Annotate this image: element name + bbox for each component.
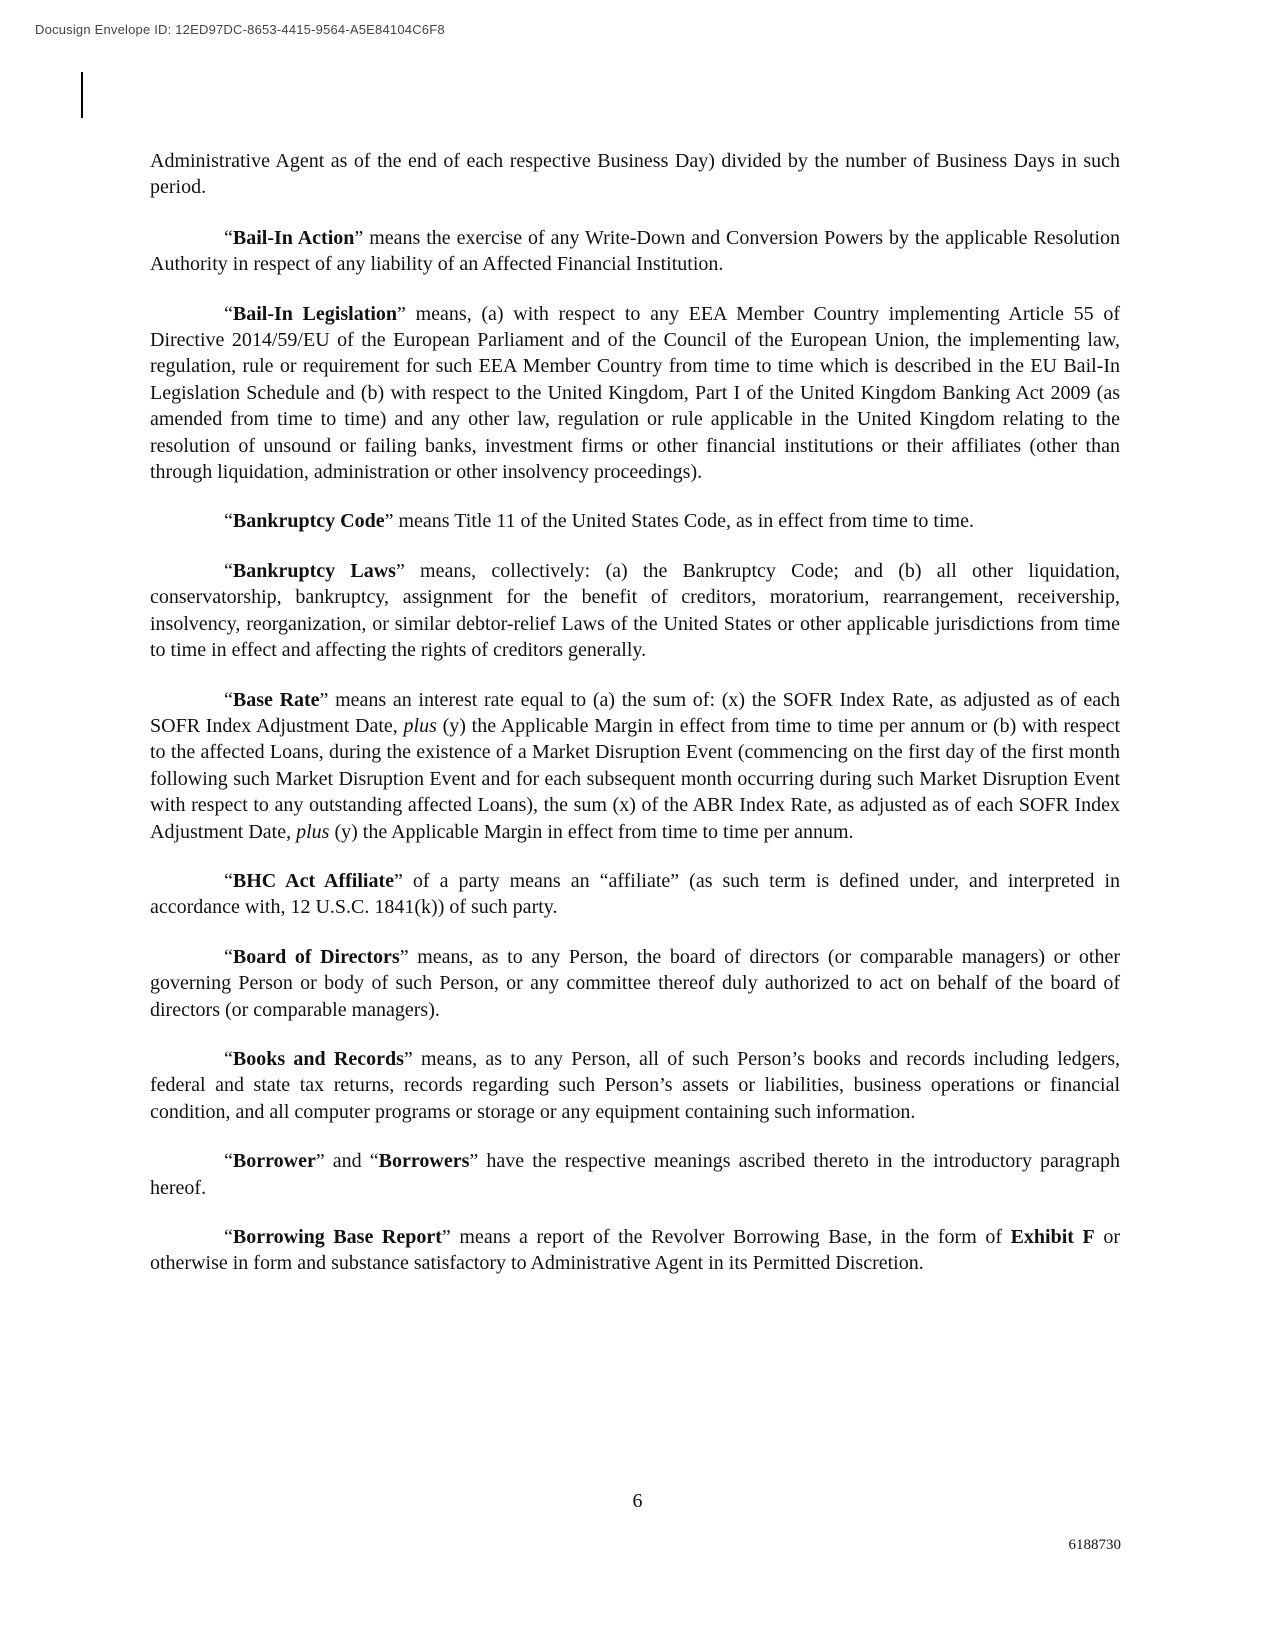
docusign-envelope-id: Docusign Envelope ID: 12ED97DC-8653-4415-9564-A5E84104C6F8 xyxy=(35,22,445,37)
definition-text: means, as to any Person, all of such Person’s books and records including ledgers, federal and state tax returns, records regarding such Person’s assets or liabilities, business operations or financial condition, and all computer programs or storage or any equipment containing such information. xyxy=(150,1047,1120,1123)
definition-text: have the respective meanings ascribed thereto in the introductory paragraph hereof. xyxy=(150,1150,1120,1199)
revision-bar xyxy=(81,72,83,118)
definition-text: means the exercise of any Write-Down and Conversion Powers by the applicable Resolution Authority in respect of any liability of an Affected Financial Institution. xyxy=(150,226,1120,276)
definition-text: of a party means an “affiliate” (as such term is defined under, and interpreted in accordance with, 12 U.S.C. 1841(k)) of such party. xyxy=(150,869,1121,919)
definition-base-rate: “Base Rate” means an interest rate equal to (a) the sum of: (x) the SOFR Index Rate, as adjusted as of each SOFR Index Adjustment Date, plus (y) the Applicable Margin in effect from time to time per annum or (b) with respect to the affected Loans, during the existence of a Market Disruption Event (commencing on the first day of the first month following such Market Disruption Event and for each subsequent month occurring during such Market Disruption Event with respect to any outstanding affected Loans), the sum (x) of the ABR Index Rate, as adjusted as of each SOFR Index Adjustment Date, plus (y) the Applicable Margin in effect from time to time per annum. xyxy=(150,688,1121,843)
italic-plus: plus xyxy=(403,714,437,737)
definition-text: means a report of the Revolver Borrowing Base, in the form of xyxy=(450,1226,1011,1248)
continuation-paragraph: Administrative Agent as of the end of each respective Business Day) divided by the number of Business Days in such period. xyxy=(150,150,1120,199)
definition-text: means, collectively: (a) the Bankruptcy Code; and (b) all other liquidation, conservatorship, bankruptcy, assignment for the benefit of creditors, moratorium, rearrangement, receivership, insolvency, reorganization, or similar debtor-relief Laws of the United States or other applicable jurisdictions from time to time in effect and affecting the rights of creditors generally. xyxy=(150,559,1120,662)
defined-term: Bail-In Action xyxy=(232,226,355,249)
defined-term: Borrowers xyxy=(378,1150,470,1173)
defined-term: Borrower xyxy=(232,1150,316,1173)
defined-term: Board of Directors xyxy=(232,945,400,968)
definition-books-and-records: “Books and Records” means, as to any Person, all of such Person’s books and records including ledgers, federal and state tax returns, records regarding such Person’s assets or liabilities, business operations or financial condition, and all computer programs or storage or any equipment containing such information. xyxy=(150,1047,1120,1123)
definition-text: (y) the Applicable Margin in effect from time to time per annum. xyxy=(329,820,854,843)
document-number: 6188730 xyxy=(1068,1537,1121,1553)
defined-term: Bail-In Legislation xyxy=(232,302,398,325)
definition-text: means, (a) with respect to any EEA Member Country implementing Article 55 of Directive 2014/59/EU of the European Parliament and of the Council of the European Union, the implementing law, regulation, rule or requirement for such EEA Member Country from time to time which is described in the EU Bail-In Legislation Schedule and (b) with respect to the United Kingdom, Part I of the United Kingdom Banking Act 2009 (as amended from time to time) and any other law, regulation or rule applicable in the United Kingdom relating to the resolution of unsound or failing banks, investment firms or other financial institutions or their affiliates (other than through liquidation, administration or other insolvency proceedings). xyxy=(150,302,1120,484)
definition-board-of-directors: “Board of Directors” means, as to any Person, the board of directors (or comparable managers) or other governing Person or body of such Person, or any committee thereof duly authorized to act on behalf of the board of directors (or comparable managers). xyxy=(150,945,1120,1021)
definition-text: means an interest rate equal to (a) the sum of: (x) the SOFR Index Rate, as adjusted as of each SOFR Index Adjustment Date, xyxy=(150,688,1120,737)
definition-borrower: “Borrower” and “Borrowers” have the respective meanings ascribed thereto in the introductory paragraph hereof. xyxy=(150,1150,1120,1199)
definition-text: or otherwise in form and substance satisfactory to Administrative Agent in its Permitted Discretion. xyxy=(150,1226,1120,1275)
definition-text: (y) the Applicable Margin in effect from time to time per annum or (b) with respect to the affected Loans, during the existence of a Market Disruption Event (commencing on the first day of the first month following such Market Disruption Event and for each subsequent month occurring during such Market Disruption Event with respect to any outstanding affected Loans), the sum (x) of the ABR Index Rate, as adjusted as of each SOFR Index Adjustment Date, xyxy=(150,714,1121,843)
definition-bankruptcy-laws: “Bankruptcy Laws” means, collectively: (a) the Bankruptcy Code; and (b) all other liquidation, conservatorship, bankruptcy, assignment for the benefit of creditors, moratorium, rearrangement, receivership, insolvency, reorganization, or similar debtor-relief Laws of the United States or other applicable jurisdictions from time to time in effect and affecting the rights of creditors generally. xyxy=(150,559,1120,662)
definition-text: means Title 11 of the United States Code, as in effect from time to time. xyxy=(393,510,974,533)
definition-bankruptcy-code: “Bankruptcy Code” means Title 11 of the United States Code, as in effect from time to time. xyxy=(224,510,974,533)
defined-term: Books and Records xyxy=(232,1047,404,1070)
definition-borrowing-base-report: “Borrowing Base Report” means a report of the Revolver Borrowing Base, in the form of Exhibit F or otherwise in form and substance satisfactory to Administrative Agent in its Permitted Discretion. xyxy=(150,1226,1120,1275)
defined-term: Borrowing Base Report xyxy=(232,1226,442,1248)
definition-bail-in-action: “Bail-In Action” means the exercise of any Write-Down and Conversion Powers by the applicable Resolution Authority in respect of any liability of an Affected Financial Institution. xyxy=(150,226,1120,276)
document-body xyxy=(150,148,1120,1300)
defined-term: Bankruptcy Laws xyxy=(232,559,396,582)
definition-bail-in-legislation: “Bail-In Legislation” means, (a) with respect to any EEA Member Country implementing Article 55 of Directive 2014/59/EU of the European Parliament and of the Council of the European Union, the implementing law, regulation, rule or requirement for such EEA Member Country from time to time which is described in the EU Bail-In Legislation Schedule and (b) with respect to the United Kingdom, Part I of the United Kingdom Banking Act 2009 (as amended from time to time) and any other law, regulation or rule applicable in the United Kingdom relating to the resolution of unsound or failing banks, investment firms or other financial institutions or their affiliates (other than through liquidation, administration or other insolvency proceedings). xyxy=(150,302,1120,484)
defined-term: Base Rate xyxy=(232,688,320,711)
italic-plus: plus xyxy=(296,820,330,843)
exhibit-reference: Exhibit F xyxy=(1010,1226,1095,1248)
defined-term: Bankruptcy Code xyxy=(232,510,385,533)
definition-bhc-act-affiliate: “BHC Act Affiliate” of a party means an “affiliate” (as such term is defined under, and interpreted in accordance with, 12 U.S.C. 1841(k)) of such party. xyxy=(150,869,1121,919)
defined-term: BHC Act Affiliate xyxy=(232,869,395,892)
page-number: 6 xyxy=(632,1490,643,1512)
definition-text: means, as to any Person, the board of directors (or comparable managers) or other governing Person or body of such Person, or any committee thereof duly authorized to act on behalf of the board of directors (or comparable managers). xyxy=(150,945,1120,1021)
